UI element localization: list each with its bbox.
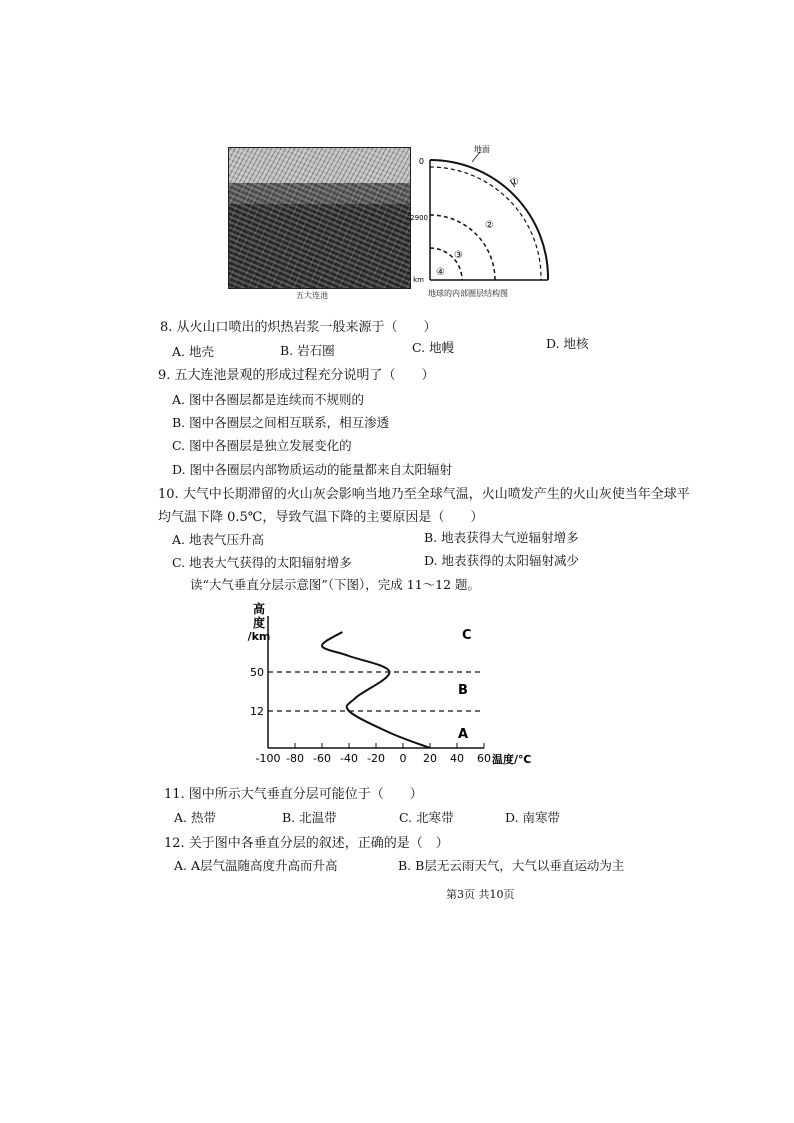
y-label-unit: /km [247, 630, 271, 643]
question-10-option-c: C. 地表大气获得的太阳辐射增多 [172, 555, 352, 570]
x-tick-label: 0 [399, 752, 407, 765]
question-10-option-d: D. 地表获得的太阳辐射减少 [424, 553, 580, 568]
y-label-char-2: 度 [252, 616, 266, 630]
question-11-option-c: C. 北寒带 [399, 810, 454, 825]
page-footer: 第3页 共10页 [446, 888, 515, 901]
question-9-option-d: D. 图中各圈层内部物质运动的能量都来自太阳辐射 [172, 462, 453, 477]
question-11-option-a: A. 热带 [174, 810, 216, 825]
question-9-option-b: B. 图中各圈层之间相互联系，相互渗透 [172, 415, 390, 430]
y-tick-12: 12 [250, 705, 264, 718]
layer-3-label: ③ [454, 250, 463, 261]
x-tick-label: -80 [286, 752, 304, 765]
question-8-option-c: C. 地幔 [412, 340, 455, 355]
question-11-stem: 11. 图中所示大气垂直分层可能位于（ ） [164, 787, 423, 802]
x-tick-label: 40 [450, 752, 464, 765]
layer-2-label: ② [485, 220, 494, 231]
question-10-stem-line2: 均气温下降 0.5℃，导致气温下降的主要原因是（ ） [158, 510, 484, 525]
question-10-option-a: A. 地表气压升高 [172, 532, 264, 547]
depth-0-label: 0 [418, 157, 424, 166]
ground-label: 地面 [474, 145, 490, 154]
earth-diagram-caption: 地球的内部圈层结构图 [428, 289, 508, 298]
x-axis-label: 温度/℃ [492, 753, 532, 766]
x-tick-label: -20 [367, 752, 385, 765]
x-tick-label: 20 [423, 752, 437, 765]
question-10-stem-line1: 10. 大气中长期滞留的火山灰会影响当地乃至全球气温，火山喷发产生的火山灰使当年全球平 [158, 487, 690, 502]
x-tick-label: -60 [313, 752, 331, 765]
question-11-option-d: D. 南寒带 [505, 810, 561, 825]
layer-4-label: ④ [436, 267, 445, 278]
five-lakes-photo [228, 147, 411, 289]
x-tick-label: -100 [255, 752, 281, 765]
question-12-option-b: B. B层无云雨天气，大气以垂直运动为主 [398, 858, 625, 873]
question-10-option-b: B. 地表获得大气逆辐射增多 [424, 530, 579, 545]
earth-structure-diagram [410, 140, 560, 300]
x-ticks [256, 743, 491, 765]
photo-caption: 五大连池 [296, 291, 328, 300]
question-8-stem: 8. 从火山口喷出的炽热岩浆一般来源于（ ） [160, 320, 437, 335]
question-9-stem: 9. 五大连池景观的形成过程充分说明了（ ） [158, 368, 435, 383]
layer-c-label: C [462, 628, 472, 643]
y-label-char-1: 高 [252, 602, 266, 616]
atmosphere-layer-chart [240, 598, 540, 770]
instruction-text: 读“大气垂直分层示意图”（下图），完成 11～12 题。 [190, 577, 481, 592]
layer-1-label: ① [510, 177, 519, 188]
question-12-stem: 12. 关于图中各垂直分层的叙述，正确的是（ ） [164, 836, 449, 851]
layer-b-label: B [458, 683, 468, 698]
question-8-option-d: D. 地核 [546, 336, 589, 351]
question-12-option-a: A. A层气温随高度升高而升高 [174, 858, 338, 873]
depth-2900-label: 2900 [410, 214, 428, 222]
y-tick-50: 50 [250, 666, 264, 679]
temperature-curve [322, 632, 430, 748]
question-11-option-b: B. 北温带 [282, 810, 337, 825]
x-tick-label: 60 [477, 752, 491, 765]
question-8-option-a: A. 地壳 [172, 344, 214, 359]
question-9-option-c: C. 图中各圈层是独立发展变化的 [172, 438, 352, 453]
question-9-option-a: A. 图中各圈层都是连续而不规则的 [172, 392, 364, 407]
depth-unit-label: km [413, 276, 424, 284]
x-tick-label: -40 [340, 752, 358, 765]
question-8-option-b: B. 岩石圈 [280, 343, 335, 358]
layer-a-label: A [458, 727, 469, 742]
